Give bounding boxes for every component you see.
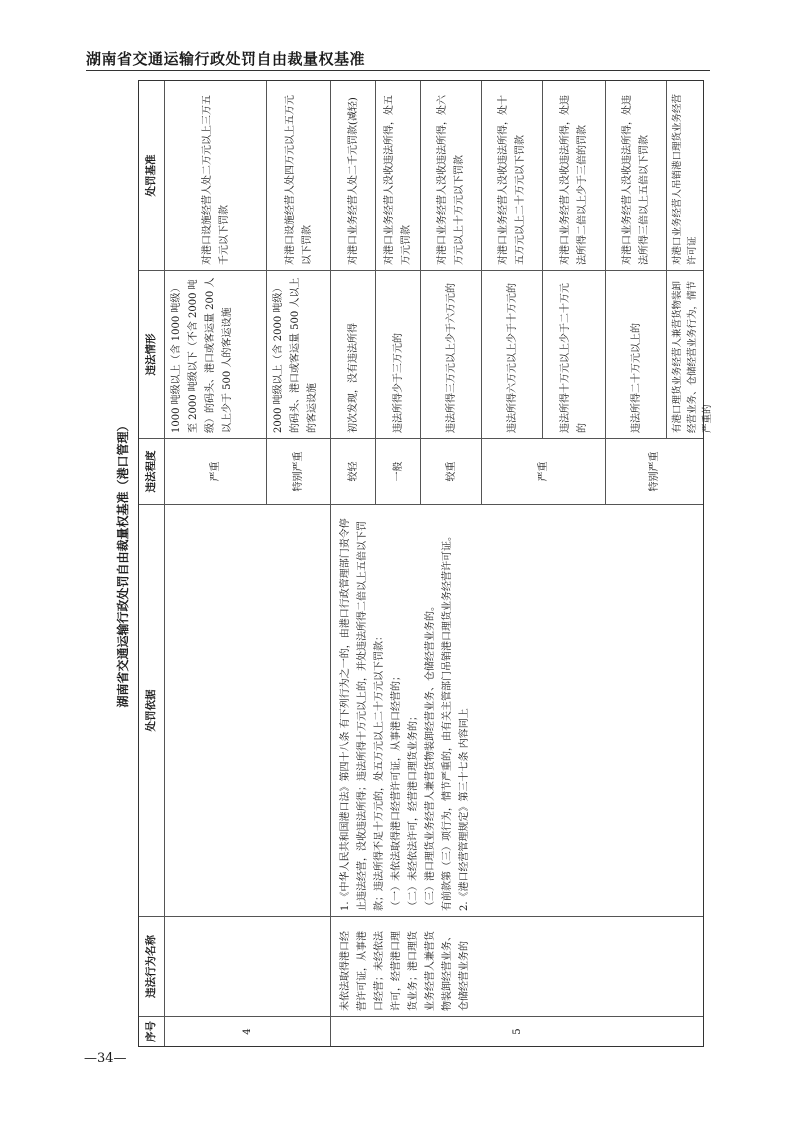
row5-circ-6to10: 违法所得六万元以上少于十万元的: [482, 270, 543, 438]
row5-degree-esp: 特别严重: [606, 438, 703, 504]
row5-circ-ge20: 违法所得二十万元以上的: [606, 270, 667, 438]
row5-basis: [331, 504, 703, 916]
row5-circ-3to6: 违法所得三万元以上少于六万元的: [421, 270, 482, 438]
row5-basis-line-3: （二）未经依法许可，经营港口理货业务的；: [408, 711, 419, 911]
rotated-table-area: [108, 80, 713, 1047]
row5-basis-line-6: 2.《港口经营管理规定》第三十七条 内容同上: [459, 708, 470, 911]
row5-circ-lt3: 违法所得少于三万元的: [376, 270, 421, 438]
row4-degree-esp: 特别严重: [267, 438, 331, 504]
row5-basis-line-2: （一）未依法取得港口经营许可证，从事港口经营的；: [391, 671, 402, 911]
header-basis: 处罚依据: [139, 504, 165, 916]
page-header-title: 湖南省交通运输行政处罚自由裁量权基准: [86, 50, 366, 68]
row4-circ-severe: 1000 吨级以上（含 1000 吨级）至 2000 吨级以下（不含 2000 吨级）的码头、港口或客运量 200 人以上少于 500 人的客运设施: [165, 270, 267, 438]
row5-circ-first: 初次发现，没有违法所得: [331, 270, 376, 438]
row5-degree-general: 一般: [376, 438, 421, 504]
row5-std-6to10: 对港口业务经营人没收违法所得，处十五万元以上二十万元以下罚款: [482, 81, 543, 270]
row5-name: 未依法取得港口经营许可证，从事港口经营；未经依法许可，经营港口理货业务；港口理货业务经营人兼营货物装卸经营业务、仓储经营业务的: [331, 916, 703, 1016]
row5-no: 5: [331, 1016, 703, 1046]
row5-std-lt3: 对港口业务经营人没收违法所得，处五万元罚款: [376, 81, 421, 270]
row4-degree-severe: 严重: [165, 438, 267, 504]
header-standard: 处罚基准: [139, 81, 165, 270]
row4-std-severe: 对港口设施经营人处二万元以上三万五千元以下罚款: [165, 81, 267, 270]
header-degree: 违法程度: [139, 438, 165, 504]
row4-name: [165, 916, 331, 1016]
header-no: 序号: [139, 1016, 165, 1046]
row4-basis: [165, 504, 331, 916]
row5-std-first: 对港口业务经营人处二千元罚款(减轻): [331, 81, 376, 270]
row5-degree-severe: 严重: [482, 438, 606, 504]
row4-no: 4: [165, 1016, 331, 1046]
rotated-table: [108, 80, 713, 1047]
row4-std-esp: 对港口设施经营人处四万元以上五万元以下罚款: [267, 81, 331, 270]
row5-std-10to20: 对港口业务经营人没收违法所得，处违法所得二倍以上少于三倍的罚款: [543, 81, 606, 270]
row5-std-3to6: 对港口业务经营人没收违法所得，处六万元以上十万元以下罚款: [421, 81, 482, 270]
row5-basis-line-4: （三）港口理货业务经营人兼营货物装卸经营业务、仓储经营业务的。: [425, 601, 436, 911]
header-rule: [86, 70, 710, 71]
row5-std-tally: 对港口业务经营人吊销港口理货业务经营许可证: [672, 93, 698, 265]
row5-circ-tally: 有港口理货业务经营人兼营货物装卸经营业务、仓储经营业务行为，情节严重的: [667, 270, 703, 438]
row5-std-ge20: 对港口业务经营人没收违法所得，处违法所得三倍以上五倍以下罚款: [606, 81, 667, 270]
row5-basis-line-1: 1.《中华人民共和国港口法》第四十八条 有下列行为之一的，由港口行政管理部门责令停止违法经营，没收违法所得；违法所得十万元以上的，并处违法所得二倍以上五倍以下罚款；违法所得不足十万元的，处五万元以上二十万元以下罚款：: [340, 518, 385, 911]
row5-basis-line-5: 有前款第（三）项行为，情节严重的，由有关主管部门吊销港口理货业务经营许可证。: [442, 531, 453, 911]
header-circumstance: 违法情形: [139, 270, 165, 438]
row5-degree-light: 较轻: [331, 438, 376, 504]
row5-circ-10to20: 违法所得十万元以上少于二十万元的: [543, 270, 606, 438]
table-title: 湖南省交通运输行政处罚自由裁量权基准（港口管理）: [116, 419, 130, 708]
row5-degree-heavier: 较重: [421, 438, 482, 504]
header-name: 违法行为名称: [139, 916, 165, 1016]
row4-circ-esp: 2000 吨级以上（含 2000 吨级）的码头、港口或客运量 500 人以上的客运设施: [267, 270, 331, 438]
penalty-table: [138, 80, 713, 1047]
page-number: —34—: [84, 1051, 127, 1066]
